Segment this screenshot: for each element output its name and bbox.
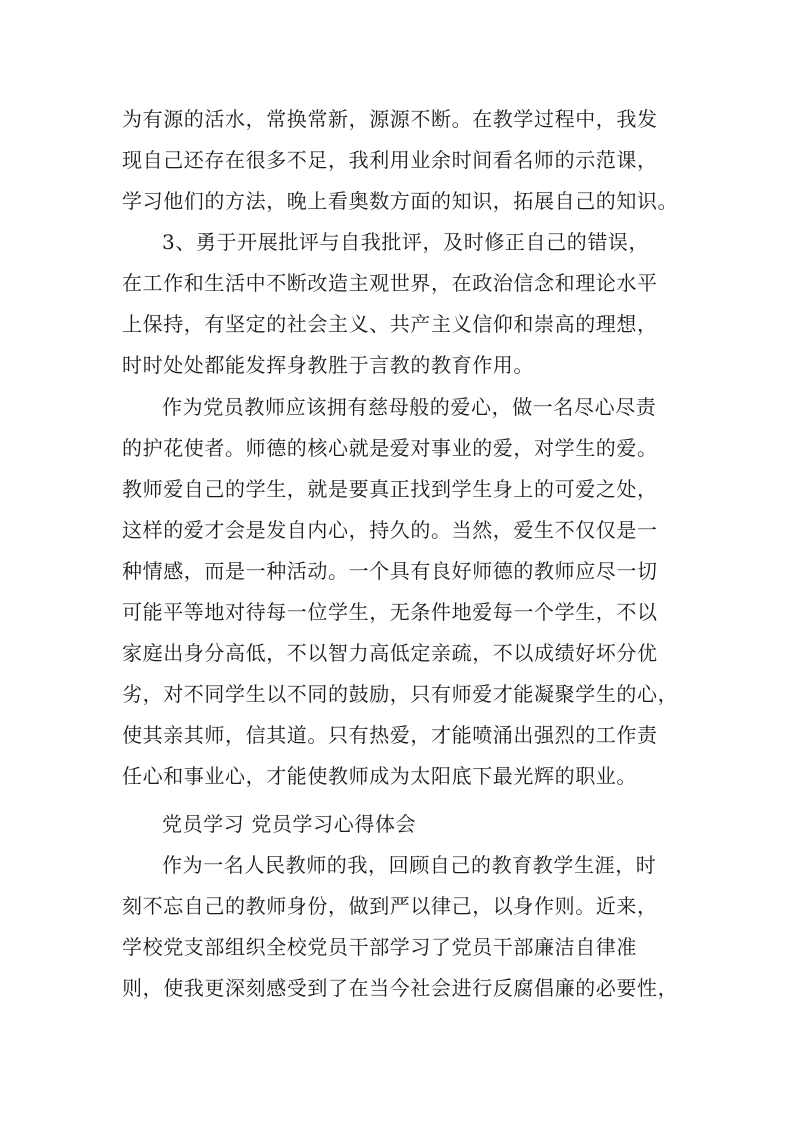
text-line: 教师爱自己的学生，就是要真正找到学生身上的可爱之处， bbox=[122, 477, 658, 501]
text-line: 任心和事业心，才能使教师成为太阳底下最光辉的职业。 bbox=[122, 764, 637, 788]
paragraph-start-line: 3、勇于开展批评与自我批评，及时修正自己的错误， bbox=[162, 230, 650, 254]
text-line: 家庭出身分高低，不以智力高低定亲疏，不以成绩好坏分优 bbox=[122, 641, 658, 665]
text-line: 种情感，而是一种活动。一个具有良好师德的教师应尽一切 bbox=[122, 559, 658, 583]
text-line: 则，使我更深刻感受到了在当今社会进行反腐倡廉的必要性， bbox=[122, 976, 679, 1000]
text-line: 时时处处都能发挥身教胜于言教的教育作用。 bbox=[122, 353, 534, 377]
text-line: 在工作和生活中不断改造主观世界，在政治信念和理论水平 bbox=[122, 271, 658, 295]
paragraph-start-line: 作为一名人民教师的我，回顾自己的教育教学生涯，时 bbox=[162, 853, 657, 877]
text-line: 刻不忘自己的教师身份，做到严以律己，以身作则。近来， bbox=[122, 894, 658, 918]
text-line: 劣，对不同学生以不同的鼓励，只有师爱才能凝聚学生的心， bbox=[122, 682, 679, 706]
paragraph-start-line: 作为党员教师应该拥有慈母般的爱心，做一名尽心尽责 bbox=[162, 395, 657, 419]
text-line: 使其亲其师，信其道。只有热爱，才能喷涌出强烈的工作责 bbox=[122, 723, 658, 747]
section-heading: 党员学习 党员学习心得体会 bbox=[162, 812, 417, 836]
text-line: 现自己还存在很多不足，我利用业余时间看名师的示范课， bbox=[122, 148, 658, 172]
text-line: 学习他们的方法，晚上看奥数方面的知识，拓展自己的知识。 bbox=[122, 189, 679, 213]
text-line: 可能平等地对待每一位学生，无条件地爱每一个学生，不以 bbox=[122, 600, 658, 624]
text-line: 为有源的活水，常换常新，源源不断。在教学过程中，我发 bbox=[122, 107, 658, 131]
text-line: 的护花使者。师德的核心就是爱对事业的爱，对学生的爱。 bbox=[122, 436, 658, 460]
text-line: 上保持，有坚定的社会主义、共产主义信仰和崇高的理想， bbox=[122, 312, 658, 336]
text-line: 学校党支部组织全校党员干部学习了党员干部廉洁自律准 bbox=[122, 935, 637, 959]
text-line: 这样的爱才会是发自内心，持久的。当然，爱生不仅仅是一 bbox=[122, 518, 658, 542]
